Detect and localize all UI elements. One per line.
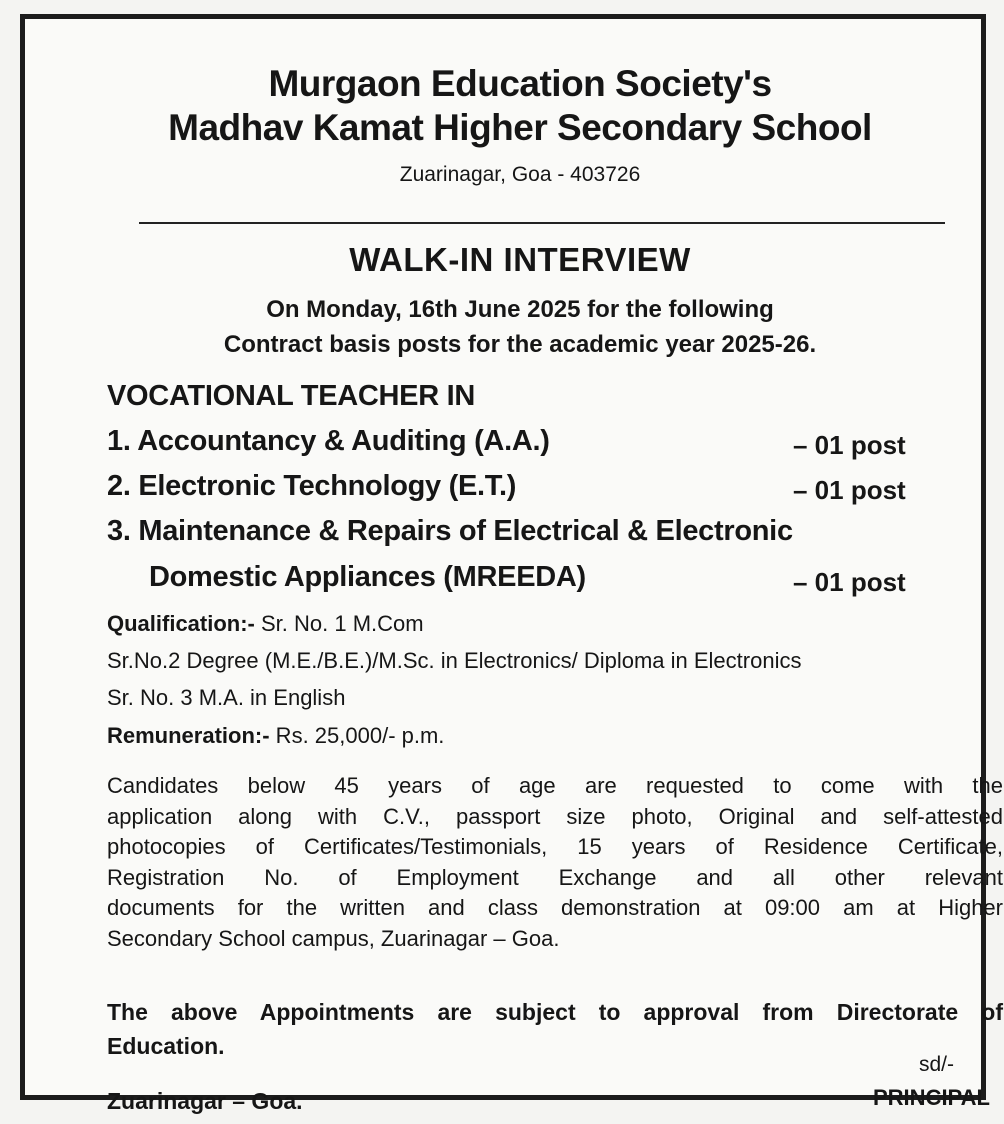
contract-basis-line: Contract basis posts for the academic year 2025-26. <box>223 331 817 358</box>
qualification-line: Sr. No. 3 M.A. in English <box>107 685 346 710</box>
paragraph-line: Candidates below 45 years of age are requested to come with the <box>107 773 1003 798</box>
approval-line: Education. <box>107 1033 225 1059</box>
remuneration-line <box>107 723 444 749</box>
qualification-line: Sr.No.2 Degree (M.E./B.E.)/M.Sc. in Electronics/ Diploma in Electronics <box>107 648 802 673</box>
qualification-line <box>107 611 424 637</box>
signature-mark: sd/- <box>919 1053 955 1076</box>
post-item-label: 2. Electronic Technology (E.T.) <box>107 470 517 502</box>
post-item-count: – 01 post <box>793 430 906 460</box>
notice-title: WALK-IN INTERVIEW <box>349 241 691 278</box>
remuneration-value: Rs. 25,000/- p.m. <box>269 723 445 748</box>
paragraph-line: Registration No. of Employment Exchange and all other relevant <box>107 864 1003 890</box>
paragraph-line: documents for the written and class demonstration at 09:00 am at Higher <box>107 895 1003 920</box>
school-name: Madhav Kamat Higher Secondary School <box>168 107 872 148</box>
approval-line: The above Appointments are subject to approval from Directorate of <box>107 999 1003 1025</box>
paragraph-line: application along with C.V., passport size photo, Original and self-attested <box>107 803 1003 829</box>
paragraph-line: photocopies of Certificates/Testimonials, 15 years of Residence Certificate, <box>107 834 1003 859</box>
footer-place: Zuarinagar – Goa. <box>107 1088 303 1114</box>
header-divider <box>139 222 945 224</box>
post-item-count: – 01 post <box>793 475 906 505</box>
post-item-label: 3. Maintenance & Repairs of Electrical & Electronic <box>107 515 793 547</box>
signatory-designation: PRINCIPAL <box>873 1085 990 1110</box>
society-name: Murgaon Education Society's <box>268 63 772 104</box>
school-address: Zuarinagar, Goa - 403726 <box>399 163 641 186</box>
approval-note <box>107 995 1003 1063</box>
qualification-label: Qualification:- <box>107 611 255 636</box>
instructions-paragraph <box>107 771 1003 954</box>
post-item-label: 1. Accountancy & Auditing (A.A.) <box>107 425 550 457</box>
advertisement-frame <box>20 14 1003 1114</box>
paragraph-line: Secondary School campus, Zuarinagar – Goa. <box>107 925 560 951</box>
posts-section-title: VOCATIONAL TEACHER IN <box>107 380 476 412</box>
interview-date-line: On Monday, 16th June 2025 for the following <box>266 296 774 323</box>
qualification-value: Sr. No. 1 M.Com <box>254 611 424 636</box>
post-item-count: – 01 post <box>793 567 906 597</box>
post-item-label-continued: Domestic Appliances (MREEDA) <box>149 561 586 593</box>
remuneration-label: Remuneration:- <box>107 723 270 748</box>
